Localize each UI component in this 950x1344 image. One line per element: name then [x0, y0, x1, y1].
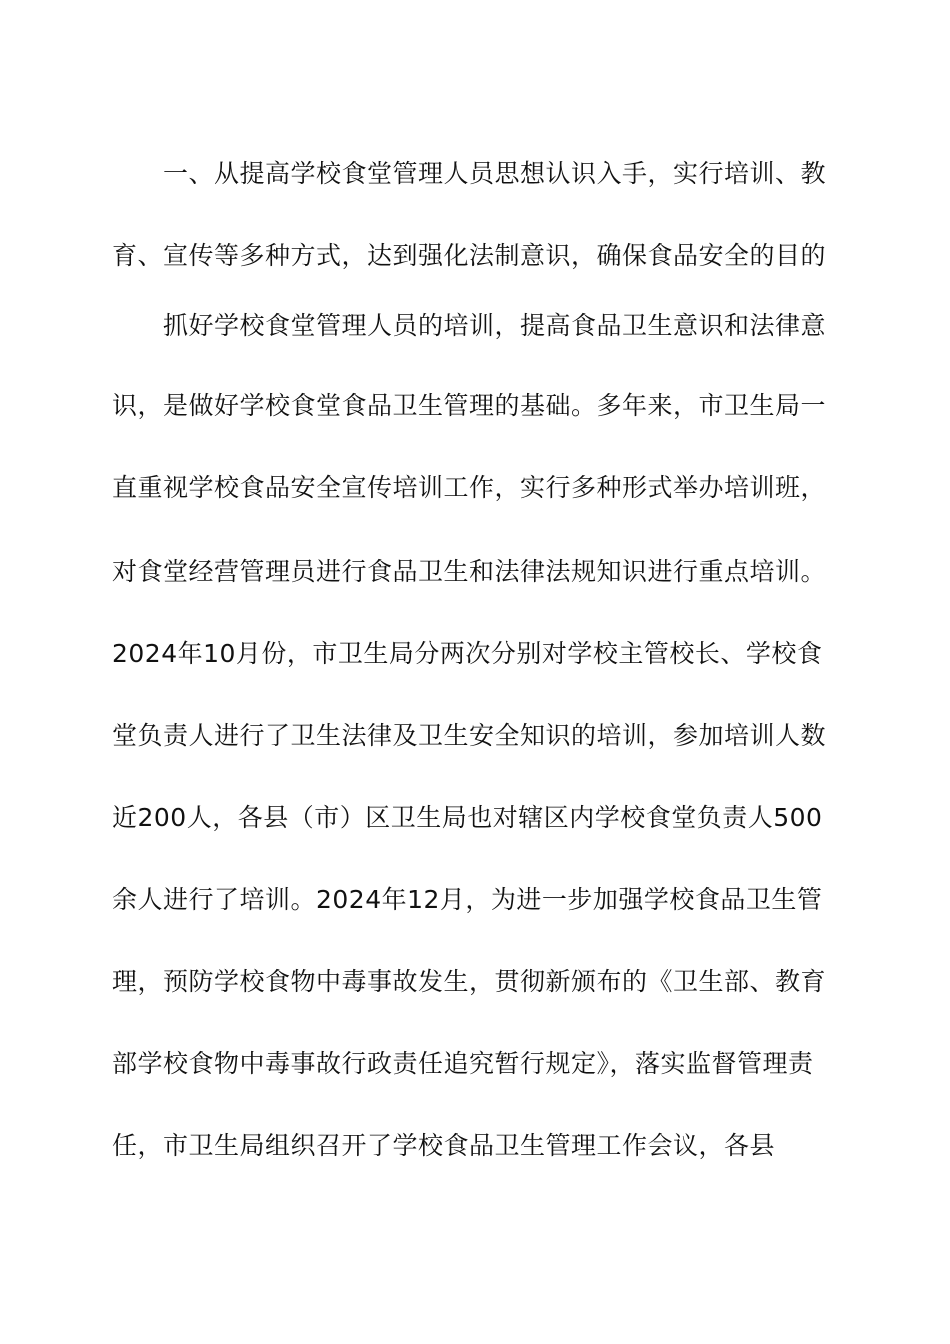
paragraph-line-3: 直重视学校食品安全宣传培训工作，实行多种形式举办培训班， [112, 473, 827, 502]
heading-line-2: 育、宣传等多种方式，达到强化法制意识，确保食品安全的目的 [112, 241, 827, 270]
paragraph-line-11: 任，市卫生局组织召开了学校食品卫生管理工作会议，各县 [112, 1131, 776, 1160]
paragraph-line-4: 对食堂经营管理员进行食品卫生和法律法规知识进行重点培训。 [112, 557, 827, 586]
paragraph-line-10: 部学校食物中毒事故行政责任追究暂行规定》，落实监督管理责 [112, 1049, 814, 1078]
heading-line-1: 一、从提高学校食堂管理人员思想认识入手，实行培训、教 [163, 159, 827, 188]
paragraph-line-9: 理，预防学校食物中毒事故发生，贯彻新颁布的《卫生部、教育 [112, 967, 827, 996]
paragraph-line-8: 余人进行了培训。2024年12月，为进一步加强学校食品卫生管 [112, 885, 823, 914]
paragraph-line-1: 抓好学校食堂管理人员的培训，提高食品卫生意识和法律意 [163, 311, 827, 340]
paragraph-line-5: 2024年10月份，市卫生局分两次分别对学校主管校长、学校食 [112, 639, 823, 668]
paragraph-line-2: 识，是做好学校食堂食品卫生管理的基础。多年来，市卫生局一 [112, 391, 827, 420]
paragraph-line-6: 堂负责人进行了卫生法律及卫生安全知识的培训，参加培训人数 [112, 721, 827, 750]
paragraph-line-7: 近200人，各县（市）区卫生局也对辖区内学校食堂负责人500 [112, 803, 823, 832]
